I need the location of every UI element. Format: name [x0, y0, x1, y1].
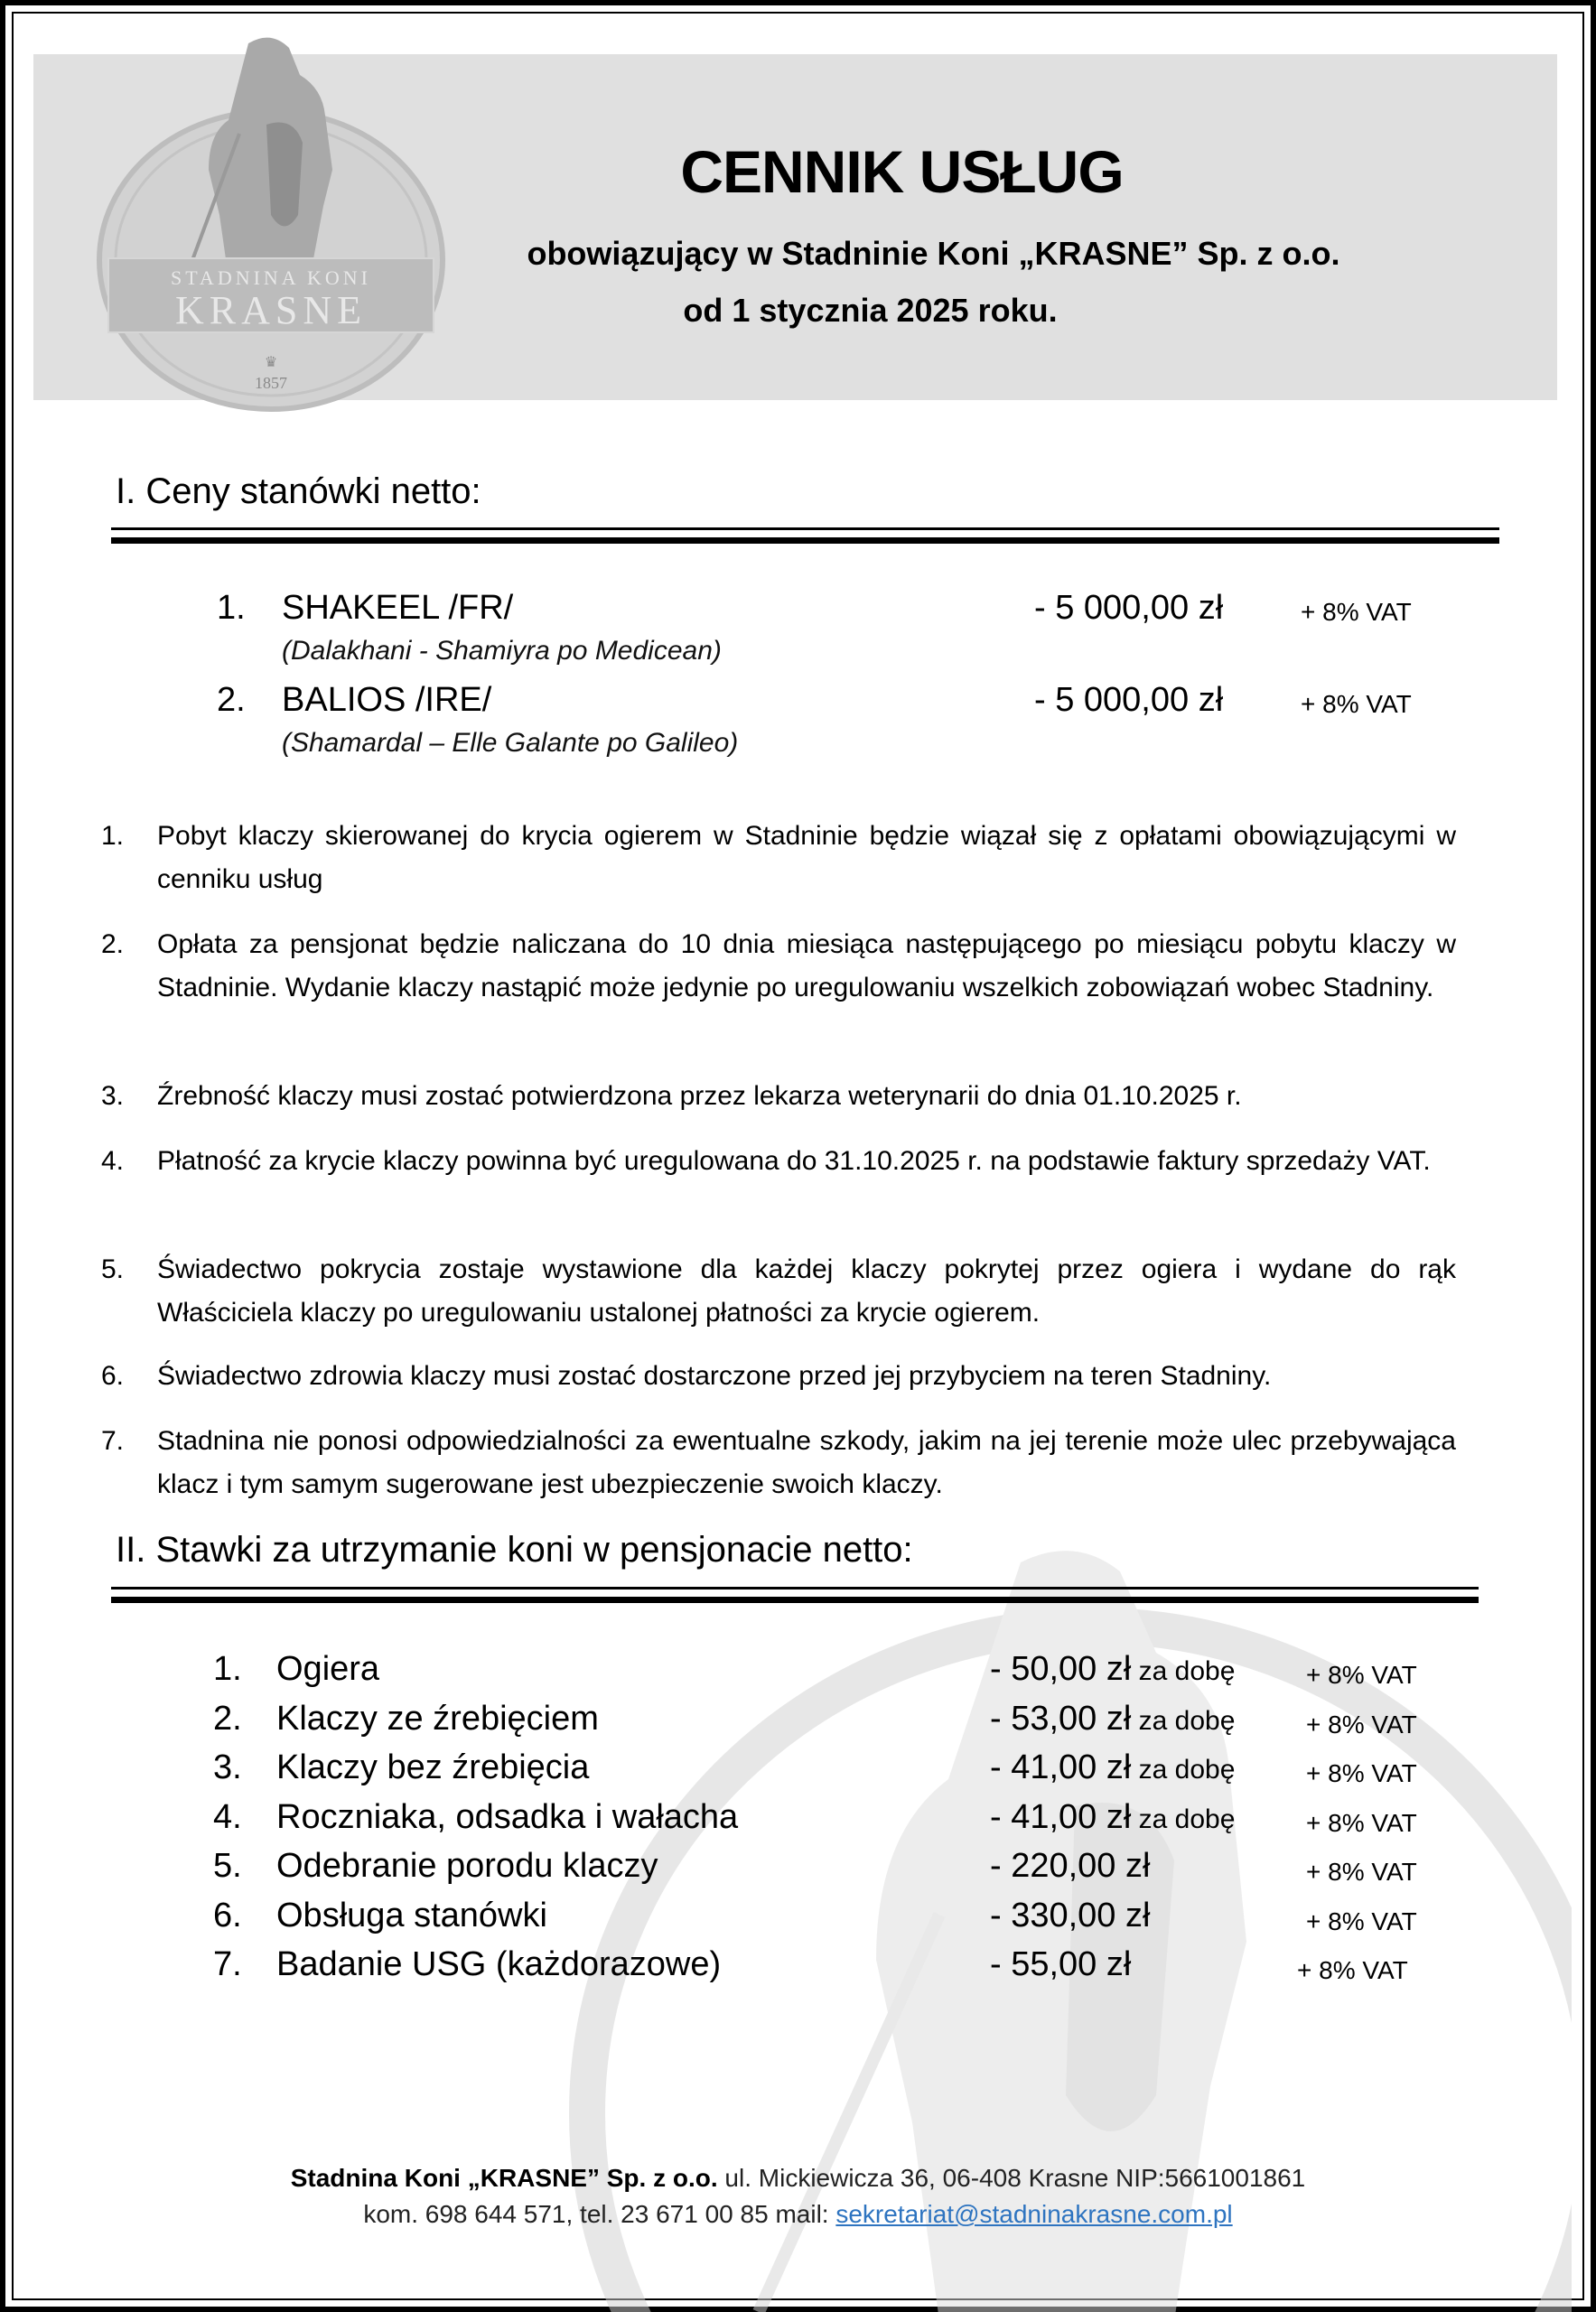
footer-phone-text: kom. 698 644 571, tel. 23 671 00 85 mail: [363, 2200, 836, 2228]
item-number: 4. [213, 1797, 242, 1836]
rule-number: 7. [101, 1426, 125, 1456]
footer-company: Stadnina Koni „KRASNE” Sp. z o.o. [290, 2164, 718, 2192]
price-row [213, 1748, 1442, 1798]
price-unit: za dobę [1131, 1705, 1236, 1736]
stallion-price: - 5 000,00 zł [1034, 681, 1224, 719]
stallion-row [217, 589, 1427, 636]
item-label: Klaczy ze źrebięciem [276, 1699, 599, 1738]
svg-text:♛: ♛ [264, 355, 278, 370]
price-value: - 50,00 zł [990, 1650, 1132, 1688]
stallion-number: 2. [217, 681, 246, 719]
price-value: - 41,00 zł [990, 1748, 1132, 1786]
rule-number: 4. [101, 1146, 125, 1176]
price-row [213, 1847, 1442, 1897]
item-number: 5. [213, 1847, 242, 1885]
item-price [990, 1945, 1131, 1984]
price-value: - 53,00 zł [990, 1699, 1132, 1738]
effective-date: od 1 stycznia 2025 roku. [683, 292, 1058, 329]
svg-text:KRASNE: KRASNE [174, 288, 368, 332]
stallion-row [217, 681, 1427, 728]
vat-label: + 8% VAT [1306, 1858, 1417, 1886]
item-price [990, 1798, 1235, 1837]
rule-text: Stadnina nie ponosi odpowiedzialności za ewentualne szkody, jakim na jej terenie może ulec przebywająca klacz i tym samym sugerowane jest ubezpieczenie swoich klaczy. [157, 1426, 1456, 1499]
item-price [990, 1847, 1150, 1886]
stallion-number: 1. [217, 589, 246, 627]
item-number: 3. [213, 1748, 242, 1786]
rule-text: Płatność za krycie klaczy powinna być uregulowana do 31.10.2025 r. na podstawie faktury sprzedaży VAT. [157, 1146, 1431, 1176]
item-price [990, 1650, 1235, 1689]
price-unit: za dobę [1131, 1755, 1236, 1785]
footer-contact [0, 2200, 1596, 2229]
stallion-pedigree: (Dalakhani - Shamiyra po Medicean) [282, 636, 722, 666]
footer-address [0, 2164, 1596, 2193]
rule-item [101, 1248, 1456, 1335]
vat-label: + 8% VAT [1306, 1710, 1417, 1739]
price-value: - 330,00 zł [990, 1896, 1151, 1934]
item-number: 7. [213, 1945, 242, 1983]
boarding-price-list [213, 1650, 1442, 1995]
rule-text: Pobyt klaczy skierowanej do krycia ogierem w Stadninie będzie wiązał się z opłatami obowiązującymi w cenniku usług [157, 821, 1456, 894]
rule-number: 3. [101, 1081, 125, 1111]
rule-text: Świadectwo pokrycia zostaje wystawione dla każdej klaczy pokrytej przez ogiera i wydane do rąk Właściciela klaczy po uregulowaniu ustalonej płatności za krycie ogierem. [157, 1254, 1456, 1328]
rule-number: 6. [101, 1361, 125, 1391]
vat-label: + 8% VAT [1306, 1906, 1417, 1935]
price-value: - 220,00 zł [990, 1847, 1151, 1885]
page-title: CENNIK USŁUG [680, 138, 1124, 205]
item-number: 6. [213, 1896, 242, 1934]
section1-divider [111, 527, 1499, 544]
svg-text:STADNINA KONI: STADNINA KONI [171, 266, 371, 289]
price-row [213, 1650, 1442, 1700]
item-label: Obsługa stanówki [276, 1896, 547, 1934]
rule-item [101, 815, 1456, 901]
email-link[interactable]: sekretariat@stadninakrasne.com.pl [835, 2200, 1233, 2228]
svg-text:1857: 1857 [255, 374, 287, 392]
rule-number: 5. [101, 1254, 125, 1284]
vat-label: + 8% VAT [1301, 598, 1412, 626]
rule-item [101, 1420, 1456, 1506]
item-price [990, 1897, 1150, 1935]
price-row [213, 1897, 1442, 1946]
item-label: Badanie USG (każdorazowe) [276, 1945, 722, 1983]
footer-address-text: ul. Mickiewicza 36, 06-408 Krasne NIP:5661001861 [717, 2164, 1306, 2192]
page-subtitle: obowiązujący w Stadninie Koni „KRASNE” Sp. z o.o. [527, 235, 1340, 272]
vat-label: + 8% VAT [1306, 1808, 1417, 1837]
item-price [990, 1700, 1235, 1739]
rule-number: 1. [101, 821, 125, 851]
rule-number: 2. [101, 929, 125, 959]
rule-text: Świadectwo zdrowia klaczy musi zostać dostarczone przed jej przybyciem na teren Stadniny. [157, 1361, 1272, 1391]
stallion-name: BALIOS /IRE/ [282, 681, 492, 719]
rule-item [101, 1075, 1456, 1118]
rule-item [101, 923, 1456, 1010]
stallion-price: - 5 000,00 zł [1034, 589, 1224, 627]
item-number: 1. [213, 1650, 242, 1688]
item-number: 2. [213, 1699, 242, 1738]
price-row [213, 1700, 1442, 1749]
rule-item [101, 1355, 1456, 1398]
stallion-pedigree: (Shamardal – Elle Galante po Galileo) [282, 728, 739, 758]
item-label: Odebranie porodu klaczy [276, 1847, 658, 1885]
price-value: - 41,00 zł [990, 1797, 1132, 1836]
price-unit: za dobę [1131, 1804, 1236, 1834]
price-value: - 55,00 zł [990, 1945, 1132, 1983]
item-label: Klaczy bez źrebięcia [276, 1748, 590, 1786]
vat-label: + 8% VAT [1306, 1661, 1417, 1689]
section2-divider [111, 1587, 1479, 1603]
vat-label: + 8% VAT [1297, 1956, 1408, 1984]
rule-item [101, 1140, 1456, 1183]
price-unit: za dobę [1131, 1656, 1236, 1686]
section2-heading: II. Stawki za utrzymanie koni w pensjonacie netto: [116, 1530, 913, 1570]
section1-heading: I. Ceny stanówki netto: [116, 471, 481, 511]
stallion-name: SHAKEEL /FR/ [282, 589, 514, 627]
rule-text: Źrebność klaczy musi zostać potwierdzona przez lekarza weterynarii do dnia 01.10.2025 r. [157, 1081, 1242, 1111]
item-label: Ogiera [276, 1650, 380, 1688]
vat-label: + 8% VAT [1306, 1759, 1417, 1787]
horse-rider-emblem-icon [90, 25, 452, 414]
vat-label: + 8% VAT [1301, 690, 1412, 718]
price-row [213, 1798, 1442, 1848]
item-price [990, 1748, 1235, 1787]
price-row [213, 1945, 1442, 1995]
stallion-list [217, 589, 1427, 773]
rule-text: Opłata za pensjonat będzie naliczana do 10 dnia miesiąca następującego po miesiącu pobytu klaczy w Stadninie. Wydanie klaczy nastąpić może jedynie po uregulowaniu wszelkich zobowiązań wobec Stadniny. [157, 929, 1456, 1002]
item-label: Roczniaka, odsadka i wałacha [276, 1797, 739, 1836]
